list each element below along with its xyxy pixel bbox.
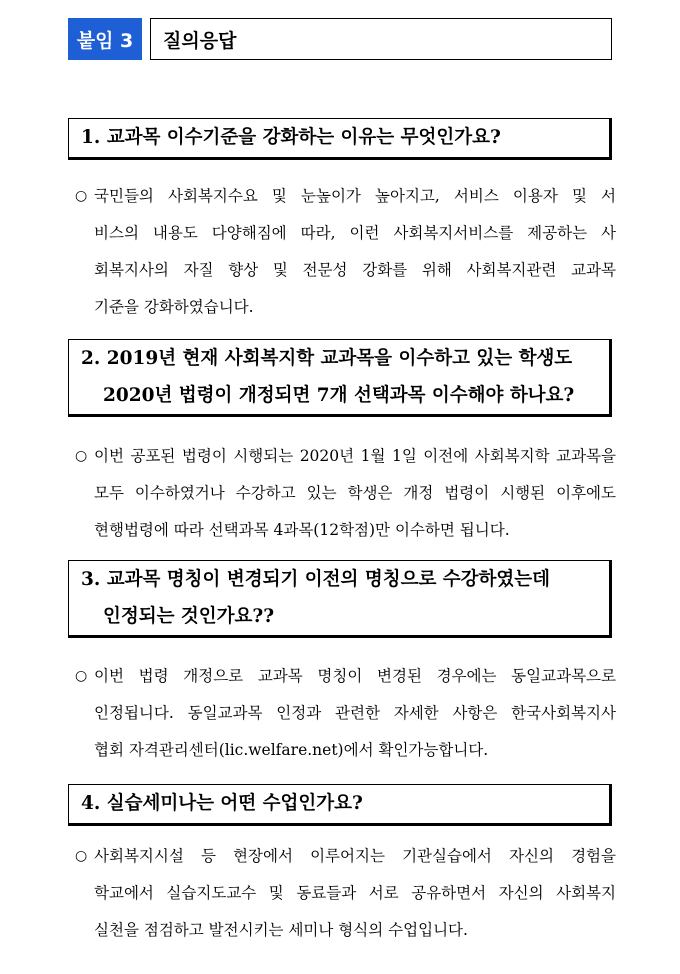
question-2-line: 2. 2019년 현재 사회복지학 교과목을 이수하고 있는 학생도 <box>81 348 573 369</box>
answer-4-line: 학교에서 실습지도교수 및 동료들과 서로 공유하면서 자신의 사회복지 <box>94 884 616 902</box>
answer-2-line: 현행법령에 따라 선택과목 4과목(12학점)만 이수하면 됩니다. <box>94 521 510 539</box>
answer-4 <box>68 838 616 949</box>
page-title: 질의응답 <box>150 18 612 60</box>
question-3-line: 3. 교과목 명칭이 변경되기 이전의 명칭으로 수강하였는데 <box>81 569 550 590</box>
answer-1-line: 회복지사의 자질 향상 및 전문성 강화를 위해 사회복지관련 교과목 <box>94 261 616 279</box>
answer-3-line: 이번 법령 개정으로 교과목 명칭이 변경된 경우에는 동일교과목으로 <box>94 667 616 685</box>
answer-1 <box>68 178 616 326</box>
answer-1-line: 국민들의 사회복지수요 및 눈높이가 높아지고, 서비스 이용자 및 서 <box>94 187 616 205</box>
bullet-icon: ○ <box>75 188 88 204</box>
attachment-badge: 붙임 3 <box>68 18 142 60</box>
answer-2-line: 모두 이수하였거나 수강하고 있는 학생은 개정 법령이 시행된 이후에도 <box>94 484 616 502</box>
answer-2-line: 이번 공포된 법령이 시행되는 2020년 1월 1일 이전에 사회복지학 교과목을 <box>94 447 616 465</box>
question-box-4 <box>68 784 612 826</box>
answer-1-line: 기준을 강화하였습니다. <box>94 298 254 316</box>
answer-4-line: 실천을 점검하고 발전시키는 세미나 형식의 수업입니다. <box>94 921 468 939</box>
answer-3 <box>68 658 616 769</box>
answer-2 <box>68 438 616 549</box>
answer-4-line: 사회복지시설 등 현장에서 이루어지는 기관실습에서 자신의 경험을 <box>94 847 616 865</box>
question-box-1 <box>68 118 612 160</box>
question-3-line: 인정되는 것인가요?? <box>103 606 275 627</box>
bullet-icon: ○ <box>75 448 88 464</box>
answer-1-line: 비스의 내용도 다양해짐에 따라, 이런 사회복지서비스를 제공하는 사 <box>94 224 616 242</box>
bullet-icon: ○ <box>75 668 88 684</box>
question-box-2 <box>68 339 612 417</box>
question-box-3 <box>68 560 612 638</box>
question-2-line: 2020년 법령이 개정되면 7개 선택과목 이수해야 하나요? <box>103 385 575 406</box>
answer-3-line: 협회 자격관리센터(lic.welfare.net)에서 확인가능합니다. <box>94 741 489 759</box>
question-4-text: 4. 실습세미나는 어떤 수업인가요? <box>81 793 363 814</box>
bullet-icon: ○ <box>75 848 88 864</box>
question-1-text: 1. 교과목 이수기준을 강화하는 이유는 무엇인가요? <box>81 127 501 148</box>
answer-3-line: 인정됩니다. 동일교과목 인정과 관련한 자세한 사항은 한국사회복지사 <box>94 704 616 722</box>
